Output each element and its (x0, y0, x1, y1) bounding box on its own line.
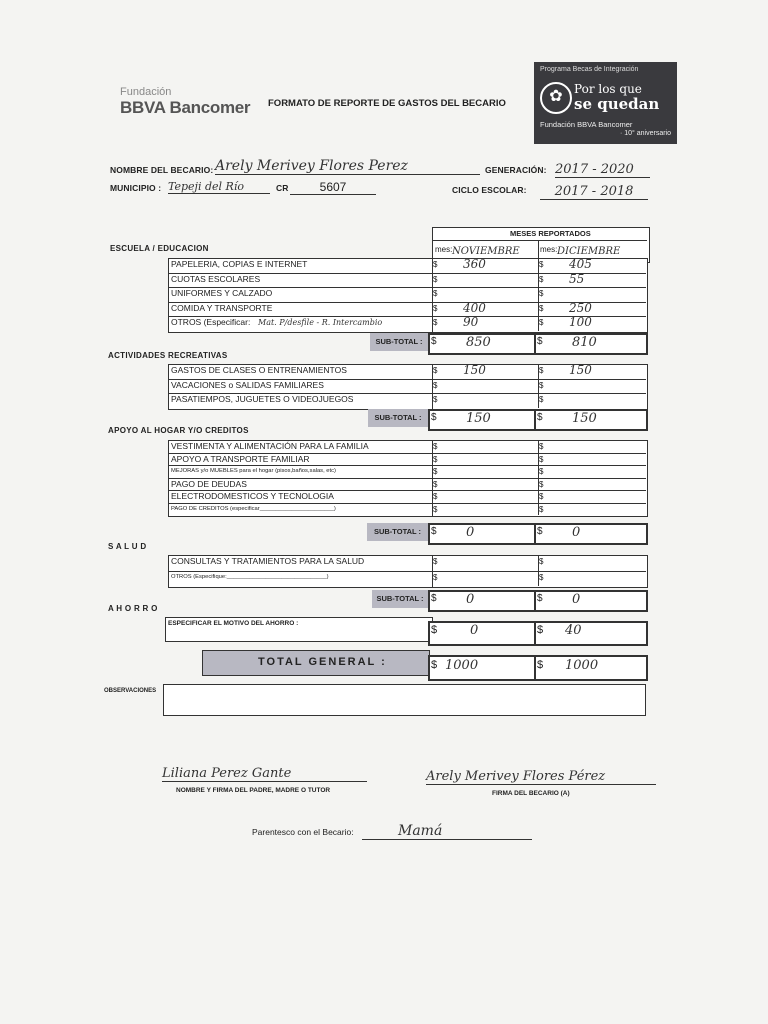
subtotal-m1-value: 850 (466, 335, 491, 350)
name-value: Arely Merivey Flores Perez (215, 158, 480, 175)
student-signature: Arely Merivey Flores Pérez (426, 769, 656, 785)
mes-prefix-2: mes: (540, 245, 558, 254)
badge-footer2: · 10° aniversario (619, 130, 671, 137)
ahorro-m2-cell (534, 621, 648, 646)
currency-symbol: $ (433, 274, 438, 284)
ahorro-m2-value: 40 (565, 623, 582, 638)
currency-symbol: $ (539, 504, 544, 514)
expense-m1-value: 150 (463, 363, 486, 377)
currency-symbol: $ (433, 504, 438, 514)
subtotal-m2-value: 810 (572, 335, 597, 350)
expense-label: OTROS (Especificar: (171, 317, 251, 328)
parentesco-value: Mamá (362, 823, 532, 840)
expense-label: COMIDA Y TRANSPORTE (171, 302, 273, 313)
currency-symbol: $ (539, 318, 544, 328)
currency-symbol: $ (539, 572, 544, 582)
ahorro-m1-value: 0 (470, 623, 479, 638)
currency-symbol: $ (539, 557, 544, 566)
currency-symbol: $ (537, 526, 543, 537)
name-label: NOMBRE DEL BECARIO: (110, 165, 214, 175)
currency-symbol: $ (537, 336, 543, 347)
currency-symbol: $ (433, 492, 438, 501)
expense-label: GASTOS DE CLASES O ENTRENAMIENTOS (171, 365, 347, 375)
expense-label: PAPELERIA, COPIAS E INTERNET (171, 259, 308, 269)
section-hogar-title: APOYO AL HOGAR Y/O CREDITOS (108, 426, 249, 435)
currency-symbol: $ (431, 593, 437, 604)
expense-label: ELECTRODOMESTICOS Y TECNOLOGIA (171, 491, 334, 501)
expense-label: MEJORAS y/o MUEBLES para el hogar (pisos,baños,salas, etc) (171, 468, 336, 474)
currency-symbol: $ (433, 318, 438, 328)
foundation-logo (120, 86, 250, 118)
brand-name: BBVA Bancomer (120, 98, 251, 117)
currency-symbol: $ (433, 260, 438, 269)
currency-symbol: $ (433, 442, 438, 451)
currency-symbol: $ (539, 442, 544, 451)
currency-symbol: $ (539, 366, 544, 375)
generation-label: GENERACIÓN: (485, 165, 547, 175)
subtotal-m1-cell (428, 523, 538, 545)
subtotal-label: SUB-TOTAL : (372, 590, 428, 608)
expense-m2-value: 100 (569, 315, 592, 330)
badge-program: Programa Becas de Integración (540, 66, 639, 73)
total-m2-dollar: $ (537, 659, 544, 671)
expense-label: PAGO DE CREDITOS (especificar_______________________) (171, 505, 336, 512)
cr-value: 5607 (290, 180, 376, 195)
expense-label: UNIFORMES Y CALZADO (171, 288, 273, 299)
subtotal-label: SUB-TOTAL : (368, 409, 428, 427)
program-badge (534, 62, 677, 144)
mes-prefix-1: mes: (435, 245, 453, 254)
total-m1-dollar: $ (431, 659, 438, 671)
expense-m2-value: 55 (569, 271, 585, 286)
ahorro-label: ESPECIFICAR EL MOTIVO DEL AHORRO : (168, 620, 299, 627)
municipio-value: Tepeji del Río (168, 180, 270, 194)
total-m2-value: 1000 (565, 658, 599, 673)
currency-symbol: $ (433, 380, 438, 390)
ahorro-m1-dollar: $ (431, 624, 438, 636)
subtotal-m2-value: 150 (572, 411, 597, 426)
expense-m1-value: 90 (463, 315, 479, 330)
currency-symbol: $ (539, 492, 544, 501)
ahorro-m2-dollar: $ (537, 624, 544, 636)
section-recreativas-title: ACTIVIDADES RECREATIVAS (108, 351, 228, 360)
currency-symbol: $ (433, 303, 438, 313)
currency-symbol: $ (433, 467, 438, 476)
currency-symbol: $ (539, 454, 544, 464)
ciclo-label: CICLO ESCOLAR: (452, 185, 527, 195)
expense-label: OTROS (Especifique:_______________________________) (171, 573, 329, 580)
subtotal-m1-value: 0 (466, 592, 475, 607)
subtotal-m2-cell (534, 523, 648, 545)
currency-symbol: $ (539, 467, 544, 476)
currency-symbol: $ (433, 454, 438, 464)
currency-symbol: $ (433, 395, 438, 404)
subtotal-m1-cell (428, 590, 538, 612)
expense-m2-value: 405 (569, 257, 592, 271)
cr-label: CR (276, 183, 289, 193)
currency-symbol: $ (433, 479, 438, 489)
currency-symbol: $ (539, 303, 544, 313)
month-2: DICIEMBRE (557, 246, 621, 257)
badge-line2: se quedan (574, 95, 660, 113)
expense-note: Mat. P/desfile - R. Intercambio (258, 318, 383, 328)
observaciones-label: OBSERVACIONES (104, 688, 157, 694)
parentesco-label: Parentesco con el Becario: (252, 827, 354, 837)
expense-label: PASATIEMPOS, JUGUETES O VIDEOJUEGOS (171, 394, 354, 404)
expense-label: CONSULTAS Y TRATAMIENTOS PARA LA SALUD (171, 556, 365, 566)
currency-symbol: $ (433, 557, 438, 566)
subtotal-m2-value: 0 (572, 525, 581, 540)
badge-graphic: ✿ (540, 82, 572, 114)
total-label: TOTAL GENERAL : (258, 656, 387, 668)
expense-label: CUOTAS ESCOLARES (171, 273, 261, 284)
section-ahorro-title: A H O R R O (108, 604, 158, 613)
student-signature-label: FIRMA DEL BECARIO (A) (492, 790, 570, 797)
subtotal-m1-value: 150 (466, 411, 491, 426)
ciclo-value: 2017 - 2018 (540, 184, 648, 200)
expense-label: PAGO DE DEUDAS (171, 478, 247, 489)
currency-symbol: $ (539, 479, 544, 489)
section-salud-title: S A L U D (108, 542, 147, 551)
subtotal-label: SUB-TOTAL : (367, 523, 428, 541)
form-title: FORMATO DE REPORTE DE GASTOS DEL BECARIO (268, 98, 506, 109)
ahorro-m1-cell (428, 621, 538, 646)
badge-footer1: Fundación BBVA Bancomer (540, 120, 633, 129)
subtotal-m2-cell (534, 590, 648, 612)
month-1: NOVIEMBRE (452, 246, 520, 257)
badge-line1: Por los que (574, 82, 642, 96)
currency-symbol: $ (539, 260, 544, 269)
expense-m2-value: 250 (569, 300, 592, 315)
subtotal-m2-value: 0 (572, 592, 581, 607)
section-escuela-title: ESCUELA / EDUCACION (110, 244, 209, 253)
observaciones-field[interactable] (163, 684, 646, 716)
foundation-word: Fundación (120, 86, 172, 98)
parent-signature-label: NOMBRE Y FIRMA DEL PADRE, MADRE O TUTOR (176, 787, 331, 794)
currency-symbol: $ (433, 366, 438, 375)
expense-m1-value: 400 (463, 300, 486, 315)
currency-symbol: $ (433, 289, 438, 299)
currency-symbol: $ (431, 412, 437, 423)
currency-symbol: $ (537, 593, 543, 604)
currency-symbol: $ (539, 289, 544, 299)
currency-symbol: $ (537, 412, 543, 423)
meses-reportados-label: MESES REPORTADOS (510, 229, 591, 238)
total-m1-value: 1000 (445, 658, 479, 673)
currency-symbol: $ (539, 380, 544, 390)
subtotal-m1-value: 0 (466, 525, 475, 540)
currency-symbol: $ (431, 526, 437, 537)
expense-label: APOYO A TRANSPORTE FAMILIAR (171, 453, 310, 464)
currency-symbol: $ (539, 395, 544, 404)
currency-symbol: $ (539, 274, 544, 284)
currency-symbol: $ (431, 336, 437, 347)
municipio-label: MUNICIPIO : (110, 183, 162, 193)
currency-symbol: $ (433, 572, 438, 582)
generation-value: 2017 - 2020 (555, 162, 650, 178)
parent-signature: Liliana Perez Gante (162, 766, 367, 782)
subtotal-label: SUB-TOTAL : (370, 333, 428, 351)
expense-label: VACACIONES o SALIDAS FAMILIARES (171, 379, 324, 390)
expense-m1-value: 360 (463, 257, 486, 271)
expense-m2-value: 150 (569, 363, 592, 377)
expense-label: VESTIMENTA Y ALIMENTACIÓN PARA LA FAMILIA (171, 441, 369, 451)
